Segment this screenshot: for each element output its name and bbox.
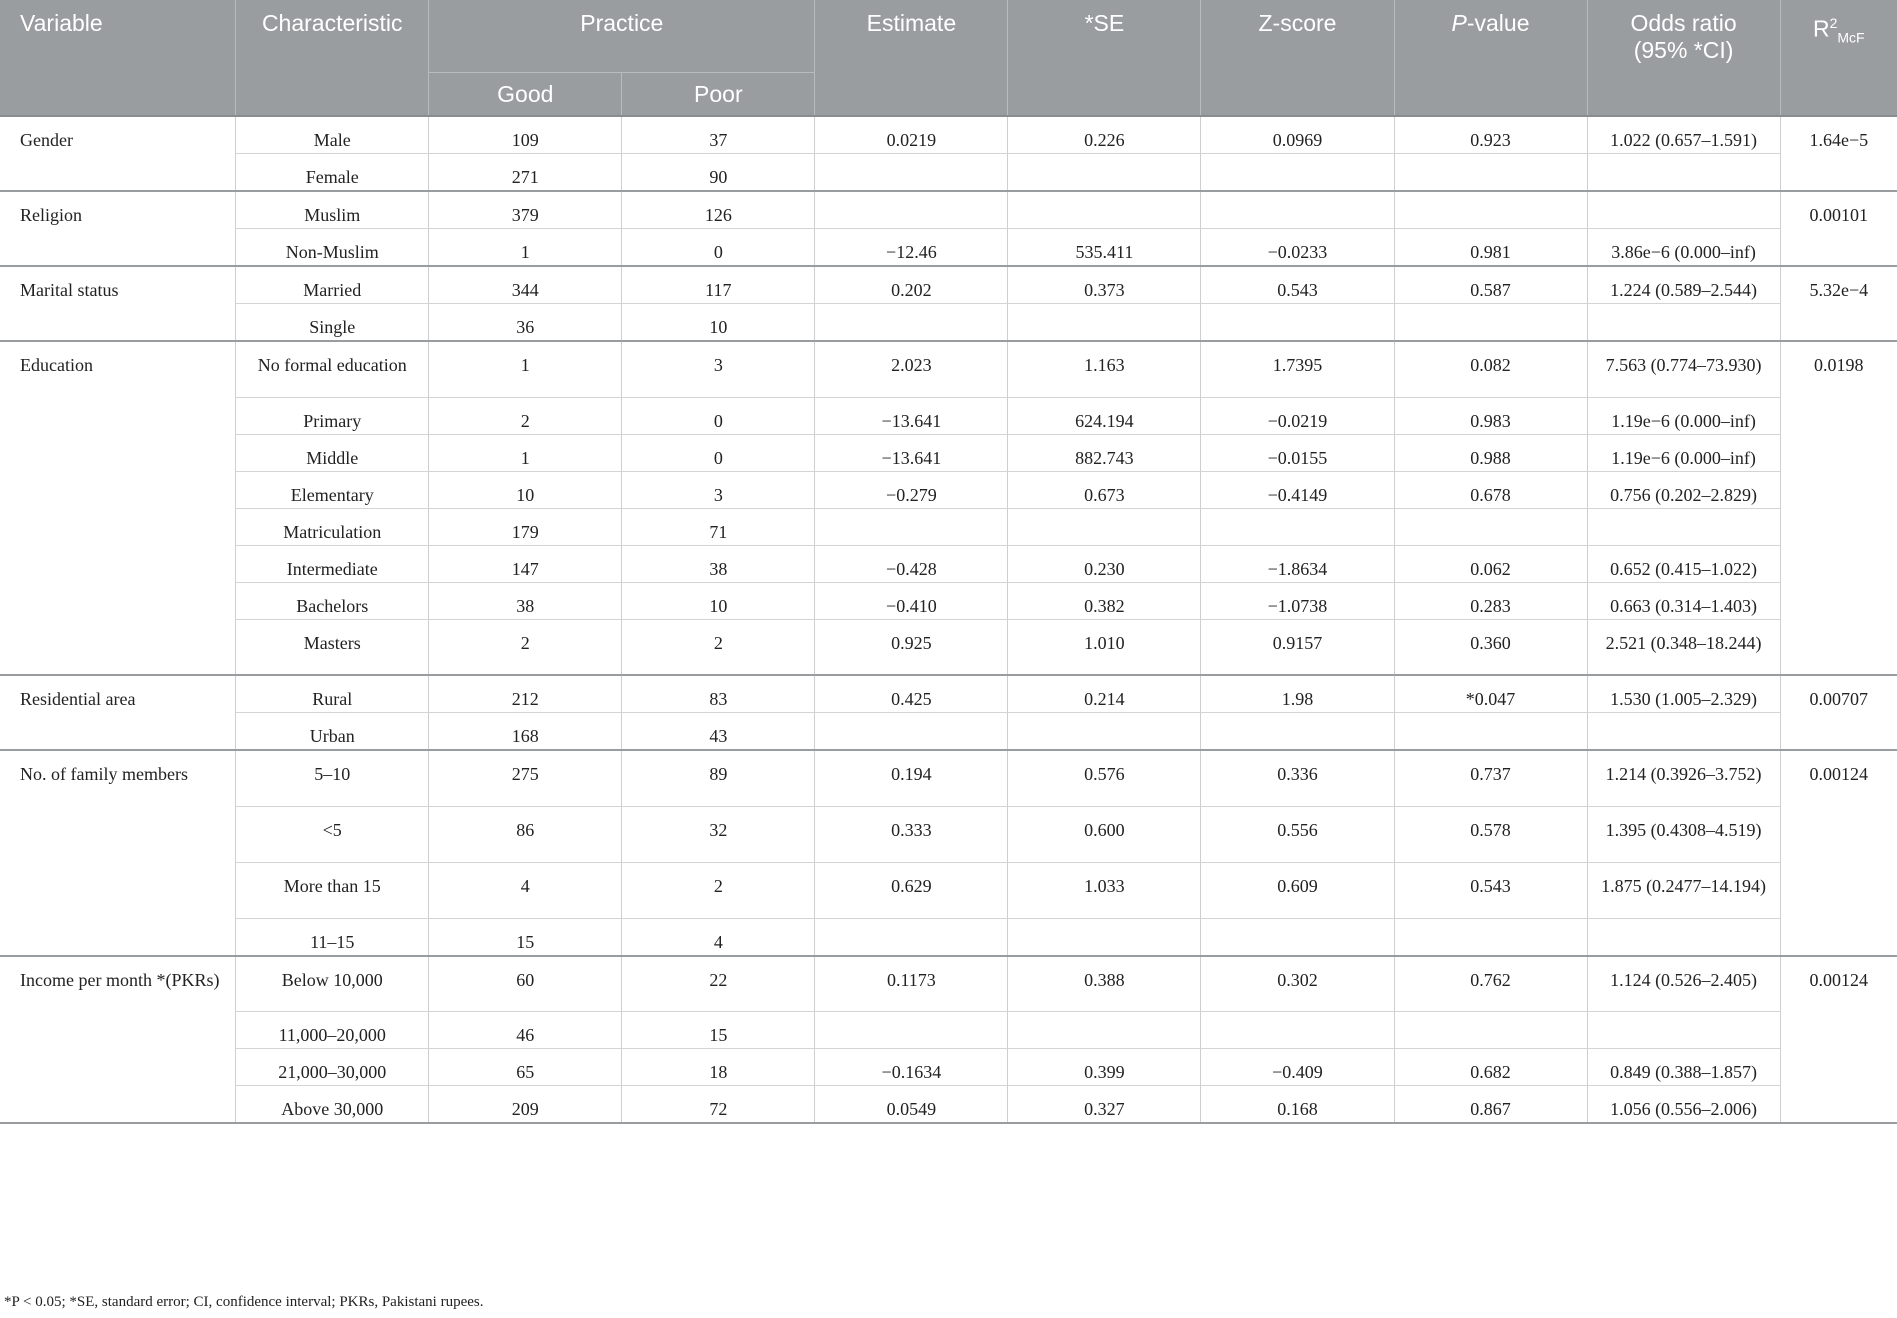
se-cell: 0.226 bbox=[1008, 116, 1201, 154]
se-cell bbox=[1008, 713, 1201, 751]
r2-cell: 0.00101 bbox=[1780, 191, 1897, 266]
estimate-cell: −0.1634 bbox=[815, 1049, 1008, 1086]
or-cell: 1.056 (0.556–2.006) bbox=[1587, 1086, 1780, 1124]
p-cell: 0.981 bbox=[1394, 229, 1587, 267]
se-cell bbox=[1008, 154, 1201, 192]
or-cell: 1.224 (0.589–2.544) bbox=[1587, 266, 1780, 304]
p-cell: 0.587 bbox=[1394, 266, 1587, 304]
header-estimate: Estimate bbox=[815, 0, 1008, 116]
header-pvalue-p: P bbox=[1451, 10, 1467, 36]
table-row bbox=[0, 304, 1897, 342]
poor-cell: 2 bbox=[622, 862, 815, 918]
good-cell: 168 bbox=[429, 713, 622, 751]
header-r2-sup: 2 bbox=[1829, 15, 1838, 31]
estimate-cell: 0.629 bbox=[815, 862, 1008, 918]
or-cell bbox=[1587, 304, 1780, 342]
or-cell: 1.19e−6 (0.000–inf) bbox=[1587, 397, 1780, 434]
or-cell: 7.563 (0.774–73.930) bbox=[1587, 341, 1780, 397]
table-row bbox=[0, 1049, 1897, 1086]
or-cell: 1.214 (0.3926–3.752) bbox=[1587, 750, 1780, 806]
good-cell: 275 bbox=[429, 750, 622, 806]
table-row bbox=[0, 619, 1897, 675]
variable-cell: Income per month *(PKRs) bbox=[0, 956, 236, 1124]
or-cell bbox=[1587, 1012, 1780, 1049]
poor-cell: 117 bbox=[622, 266, 815, 304]
poor-cell: 90 bbox=[622, 154, 815, 192]
estimate-cell: 0.0219 bbox=[815, 116, 1008, 154]
table-row bbox=[0, 471, 1897, 508]
header-se: *SE bbox=[1008, 0, 1201, 116]
good-cell: 2 bbox=[429, 397, 622, 434]
header-variable: Variable bbox=[0, 0, 236, 116]
estimate-cell bbox=[815, 508, 1008, 545]
z-cell: 0.556 bbox=[1201, 806, 1394, 862]
characteristic-cell: Female bbox=[236, 154, 429, 192]
good-cell: 147 bbox=[429, 545, 622, 582]
characteristic-cell: More than 15 bbox=[236, 862, 429, 918]
z-cell bbox=[1201, 191, 1394, 229]
characteristic-cell: Muslim bbox=[236, 191, 429, 229]
good-cell: 1 bbox=[429, 229, 622, 267]
se-cell: 535.411 bbox=[1008, 229, 1201, 267]
good-cell: 379 bbox=[429, 191, 622, 229]
p-cell bbox=[1394, 508, 1587, 545]
r2-cell: 0.00707 bbox=[1780, 675, 1897, 750]
characteristic-cell: No formal education bbox=[236, 341, 429, 397]
characteristic-cell: Below 10,000 bbox=[236, 956, 429, 1012]
r2-cell: 1.64e−5 bbox=[1780, 116, 1897, 191]
table-row bbox=[0, 862, 1897, 918]
se-cell bbox=[1008, 918, 1201, 956]
table-row bbox=[0, 582, 1897, 619]
se-cell: 0.673 bbox=[1008, 471, 1201, 508]
characteristic-cell: Urban bbox=[236, 713, 429, 751]
variable-cell: Marital status bbox=[0, 266, 236, 341]
r2-cell: 0.0198 bbox=[1780, 341, 1897, 675]
z-cell bbox=[1201, 508, 1394, 545]
characteristic-cell: Primary bbox=[236, 397, 429, 434]
estimate-cell: −13.641 bbox=[815, 397, 1008, 434]
z-cell bbox=[1201, 1012, 1394, 1049]
poor-cell: 10 bbox=[622, 582, 815, 619]
or-cell: 1.530 (1.005–2.329) bbox=[1587, 675, 1780, 713]
table-row bbox=[0, 956, 1897, 1012]
table-row bbox=[0, 508, 1897, 545]
z-cell bbox=[1201, 304, 1394, 342]
z-cell bbox=[1201, 918, 1394, 956]
good-cell: 46 bbox=[429, 1012, 622, 1049]
estimate-cell: 0.333 bbox=[815, 806, 1008, 862]
header-or-line2: (95% *CI) bbox=[1633, 37, 1734, 63]
se-cell: 0.214 bbox=[1008, 675, 1201, 713]
z-cell: −0.409 bbox=[1201, 1049, 1394, 1086]
good-cell: 4 bbox=[429, 862, 622, 918]
characteristic-cell: 11–15 bbox=[236, 918, 429, 956]
estimate-cell: 0.202 bbox=[815, 266, 1008, 304]
good-cell: 60 bbox=[429, 956, 622, 1012]
p-cell bbox=[1394, 1012, 1587, 1049]
variable-cell: Religion bbox=[0, 191, 236, 266]
good-cell: 36 bbox=[429, 304, 622, 342]
header-good: Good bbox=[429, 73, 622, 117]
table-row bbox=[0, 545, 1897, 582]
poor-cell: 2 bbox=[622, 619, 815, 675]
characteristic-cell: 5–10 bbox=[236, 750, 429, 806]
p-cell: *0.047 bbox=[1394, 675, 1587, 713]
z-cell: −0.4149 bbox=[1201, 471, 1394, 508]
header-r2 bbox=[1780, 0, 1897, 116]
estimate-cell bbox=[815, 191, 1008, 229]
poor-cell: 15 bbox=[622, 1012, 815, 1049]
header-odds-ratio bbox=[1587, 0, 1780, 116]
table-body bbox=[0, 116, 1897, 1123]
or-cell: 0.652 (0.415–1.022) bbox=[1587, 545, 1780, 582]
poor-cell: 38 bbox=[622, 545, 815, 582]
se-cell: 1.163 bbox=[1008, 341, 1201, 397]
estimate-cell: 0.425 bbox=[815, 675, 1008, 713]
z-cell: −0.0219 bbox=[1201, 397, 1394, 434]
p-cell: 0.283 bbox=[1394, 582, 1587, 619]
table-row bbox=[0, 229, 1897, 267]
z-cell: −1.0738 bbox=[1201, 582, 1394, 619]
poor-cell: 0 bbox=[622, 434, 815, 471]
se-cell: 0.576 bbox=[1008, 750, 1201, 806]
table-row bbox=[0, 116, 1897, 154]
table-header bbox=[0, 0, 1897, 116]
poor-cell: 0 bbox=[622, 397, 815, 434]
p-cell bbox=[1394, 304, 1587, 342]
table-row bbox=[0, 713, 1897, 751]
p-cell bbox=[1394, 191, 1587, 229]
characteristic-cell: Single bbox=[236, 304, 429, 342]
z-cell: 0.302 bbox=[1201, 956, 1394, 1012]
or-cell bbox=[1587, 154, 1780, 192]
header-pvalue bbox=[1394, 0, 1587, 116]
poor-cell: 32 bbox=[622, 806, 815, 862]
good-cell: 15 bbox=[429, 918, 622, 956]
poor-cell: 72 bbox=[622, 1086, 815, 1124]
or-cell: 1.124 (0.526–2.405) bbox=[1587, 956, 1780, 1012]
good-cell: 86 bbox=[429, 806, 622, 862]
poor-cell: 3 bbox=[622, 471, 815, 508]
or-cell bbox=[1587, 508, 1780, 545]
or-cell: 1.395 (0.4308–4.519) bbox=[1587, 806, 1780, 862]
estimate-cell: −13.641 bbox=[815, 434, 1008, 471]
good-cell: 179 bbox=[429, 508, 622, 545]
or-cell: 0.849 (0.388–1.857) bbox=[1587, 1049, 1780, 1086]
header-poor: Poor bbox=[622, 73, 815, 117]
se-cell: 1.033 bbox=[1008, 862, 1201, 918]
good-cell: 10 bbox=[429, 471, 622, 508]
table-row bbox=[0, 434, 1897, 471]
poor-cell: 18 bbox=[622, 1049, 815, 1086]
p-cell: 0.082 bbox=[1394, 341, 1587, 397]
estimate-cell bbox=[815, 154, 1008, 192]
header-or-line1: Odds ratio bbox=[1630, 10, 1737, 36]
p-cell bbox=[1394, 154, 1587, 192]
characteristic-cell: 21,000–30,000 bbox=[236, 1049, 429, 1086]
p-cell: 0.062 bbox=[1394, 545, 1587, 582]
or-cell bbox=[1587, 918, 1780, 956]
estimate-cell bbox=[815, 918, 1008, 956]
good-cell: 2 bbox=[429, 619, 622, 675]
characteristic-cell: Middle bbox=[236, 434, 429, 471]
estimate-cell: 0.1173 bbox=[815, 956, 1008, 1012]
characteristic-cell: Masters bbox=[236, 619, 429, 675]
r2-cell: 0.00124 bbox=[1780, 750, 1897, 956]
good-cell: 209 bbox=[429, 1086, 622, 1124]
p-cell bbox=[1394, 918, 1587, 956]
poor-cell: 0 bbox=[622, 229, 815, 267]
estimate-cell: 0.194 bbox=[815, 750, 1008, 806]
characteristic-cell: <5 bbox=[236, 806, 429, 862]
estimate-cell bbox=[815, 304, 1008, 342]
poor-cell: 3 bbox=[622, 341, 815, 397]
p-cell: 0.682 bbox=[1394, 1049, 1587, 1086]
or-cell: 3.86e−6 (0.000–inf) bbox=[1587, 229, 1780, 267]
good-cell: 344 bbox=[429, 266, 622, 304]
or-cell bbox=[1587, 191, 1780, 229]
table-row bbox=[0, 154, 1897, 192]
z-cell bbox=[1201, 713, 1394, 751]
characteristic-cell: Elementary bbox=[236, 471, 429, 508]
characteristic-cell: Above 30,000 bbox=[236, 1086, 429, 1124]
estimate-cell bbox=[815, 1012, 1008, 1049]
good-cell: 38 bbox=[429, 582, 622, 619]
table-row bbox=[0, 341, 1897, 397]
characteristic-cell: Non-Muslim bbox=[236, 229, 429, 267]
p-cell: 0.578 bbox=[1394, 806, 1587, 862]
header-practice: Practice bbox=[429, 0, 815, 73]
poor-cell: 37 bbox=[622, 116, 815, 154]
or-cell: 1.19e−6 (0.000–inf) bbox=[1587, 434, 1780, 471]
header-zscore: Z-score bbox=[1201, 0, 1394, 116]
or-cell bbox=[1587, 713, 1780, 751]
p-cell: 0.678 bbox=[1394, 471, 1587, 508]
estimate-cell: −0.410 bbox=[815, 582, 1008, 619]
p-cell: 0.737 bbox=[1394, 750, 1587, 806]
characteristic-cell: Bachelors bbox=[236, 582, 429, 619]
poor-cell: 83 bbox=[622, 675, 815, 713]
p-cell: 0.762 bbox=[1394, 956, 1587, 1012]
z-cell: 1.98 bbox=[1201, 675, 1394, 713]
header-r2-base: R bbox=[1812, 15, 1830, 42]
p-cell: 0.867 bbox=[1394, 1086, 1587, 1124]
estimate-cell: 2.023 bbox=[815, 341, 1008, 397]
p-cell: 0.988 bbox=[1394, 434, 1587, 471]
z-cell: 0.0969 bbox=[1201, 116, 1394, 154]
r2-cell: 0.00124 bbox=[1780, 956, 1897, 1124]
or-cell: 1.875 (0.2477–14.194) bbox=[1587, 862, 1780, 918]
poor-cell: 43 bbox=[622, 713, 815, 751]
z-cell: 0.9157 bbox=[1201, 619, 1394, 675]
z-cell: 0.168 bbox=[1201, 1086, 1394, 1124]
variable-cell: Residential area bbox=[0, 675, 236, 750]
good-cell: 1 bbox=[429, 341, 622, 397]
se-cell bbox=[1008, 508, 1201, 545]
characteristic-cell: Married bbox=[236, 266, 429, 304]
poor-cell: 4 bbox=[622, 918, 815, 956]
p-cell: 0.923 bbox=[1394, 116, 1587, 154]
se-cell: 0.382 bbox=[1008, 582, 1201, 619]
z-cell: −1.8634 bbox=[1201, 545, 1394, 582]
characteristic-cell: Matriculation bbox=[236, 508, 429, 545]
z-cell: 0.609 bbox=[1201, 862, 1394, 918]
p-cell: 0.983 bbox=[1394, 397, 1587, 434]
good-cell: 1 bbox=[429, 434, 622, 471]
se-cell: 0.230 bbox=[1008, 545, 1201, 582]
header-r2-sub: McF bbox=[1837, 29, 1865, 46]
estimate-cell: −12.46 bbox=[815, 229, 1008, 267]
characteristic-cell: Male bbox=[236, 116, 429, 154]
se-cell: 0.600 bbox=[1008, 806, 1201, 862]
z-cell: 0.543 bbox=[1201, 266, 1394, 304]
table-row bbox=[0, 806, 1897, 862]
table-row bbox=[0, 191, 1897, 229]
se-cell: 0.327 bbox=[1008, 1086, 1201, 1124]
variable-cell: Gender bbox=[0, 116, 236, 191]
poor-cell: 126 bbox=[622, 191, 815, 229]
header-pvalue-suffix: -value bbox=[1466, 10, 1530, 36]
poor-cell: 71 bbox=[622, 508, 815, 545]
estimate-cell bbox=[815, 713, 1008, 751]
se-cell bbox=[1008, 191, 1201, 229]
z-cell: 0.336 bbox=[1201, 750, 1394, 806]
or-cell: 0.756 (0.202–2.829) bbox=[1587, 471, 1780, 508]
se-cell: 882.743 bbox=[1008, 434, 1201, 471]
z-cell: −0.0155 bbox=[1201, 434, 1394, 471]
table-row bbox=[0, 918, 1897, 956]
poor-cell: 10 bbox=[622, 304, 815, 342]
poor-cell: 22 bbox=[622, 956, 815, 1012]
characteristic-cell: 11,000–20,000 bbox=[236, 1012, 429, 1049]
se-cell: 0.399 bbox=[1008, 1049, 1201, 1086]
se-cell bbox=[1008, 1012, 1201, 1049]
z-cell: 1.7395 bbox=[1201, 341, 1394, 397]
z-cell: −0.0233 bbox=[1201, 229, 1394, 267]
variable-cell: No. of family members bbox=[0, 750, 236, 956]
characteristic-cell: Rural bbox=[236, 675, 429, 713]
table-row bbox=[0, 1012, 1897, 1049]
poor-cell: 89 bbox=[622, 750, 815, 806]
characteristic-cell: Intermediate bbox=[236, 545, 429, 582]
se-cell: 0.373 bbox=[1008, 266, 1201, 304]
or-cell: 1.022 (0.657–1.591) bbox=[1587, 116, 1780, 154]
p-cell bbox=[1394, 713, 1587, 751]
table-row bbox=[0, 1086, 1897, 1124]
estimate-cell: 0.0549 bbox=[815, 1086, 1008, 1124]
good-cell: 212 bbox=[429, 675, 622, 713]
p-cell: 0.543 bbox=[1394, 862, 1587, 918]
estimate-cell: −0.279 bbox=[815, 471, 1008, 508]
r2-cell: 5.32e−4 bbox=[1780, 266, 1897, 341]
z-cell bbox=[1201, 154, 1394, 192]
estimate-cell: 0.925 bbox=[815, 619, 1008, 675]
good-cell: 65 bbox=[429, 1049, 622, 1086]
or-cell: 2.521 (0.348–18.244) bbox=[1587, 619, 1780, 675]
estimate-cell: −0.428 bbox=[815, 545, 1008, 582]
se-cell: 0.388 bbox=[1008, 956, 1201, 1012]
table-row bbox=[0, 397, 1897, 434]
table-row bbox=[0, 266, 1897, 304]
header-characteristic: Characteristic bbox=[236, 0, 429, 116]
table-row bbox=[0, 750, 1897, 806]
good-cell: 109 bbox=[429, 116, 622, 154]
p-cell: 0.360 bbox=[1394, 619, 1587, 675]
se-cell: 624.194 bbox=[1008, 397, 1201, 434]
good-cell: 271 bbox=[429, 154, 622, 192]
or-cell: 0.663 (0.314–1.403) bbox=[1587, 582, 1780, 619]
variable-cell: Education bbox=[0, 341, 236, 675]
se-cell: 1.010 bbox=[1008, 619, 1201, 675]
table-row bbox=[0, 675, 1897, 713]
se-cell bbox=[1008, 304, 1201, 342]
footnote: *P < 0.05; *SE, standard error; CI, confidence interval; PKRs, Pakistani rupees. bbox=[4, 1294, 484, 1310]
